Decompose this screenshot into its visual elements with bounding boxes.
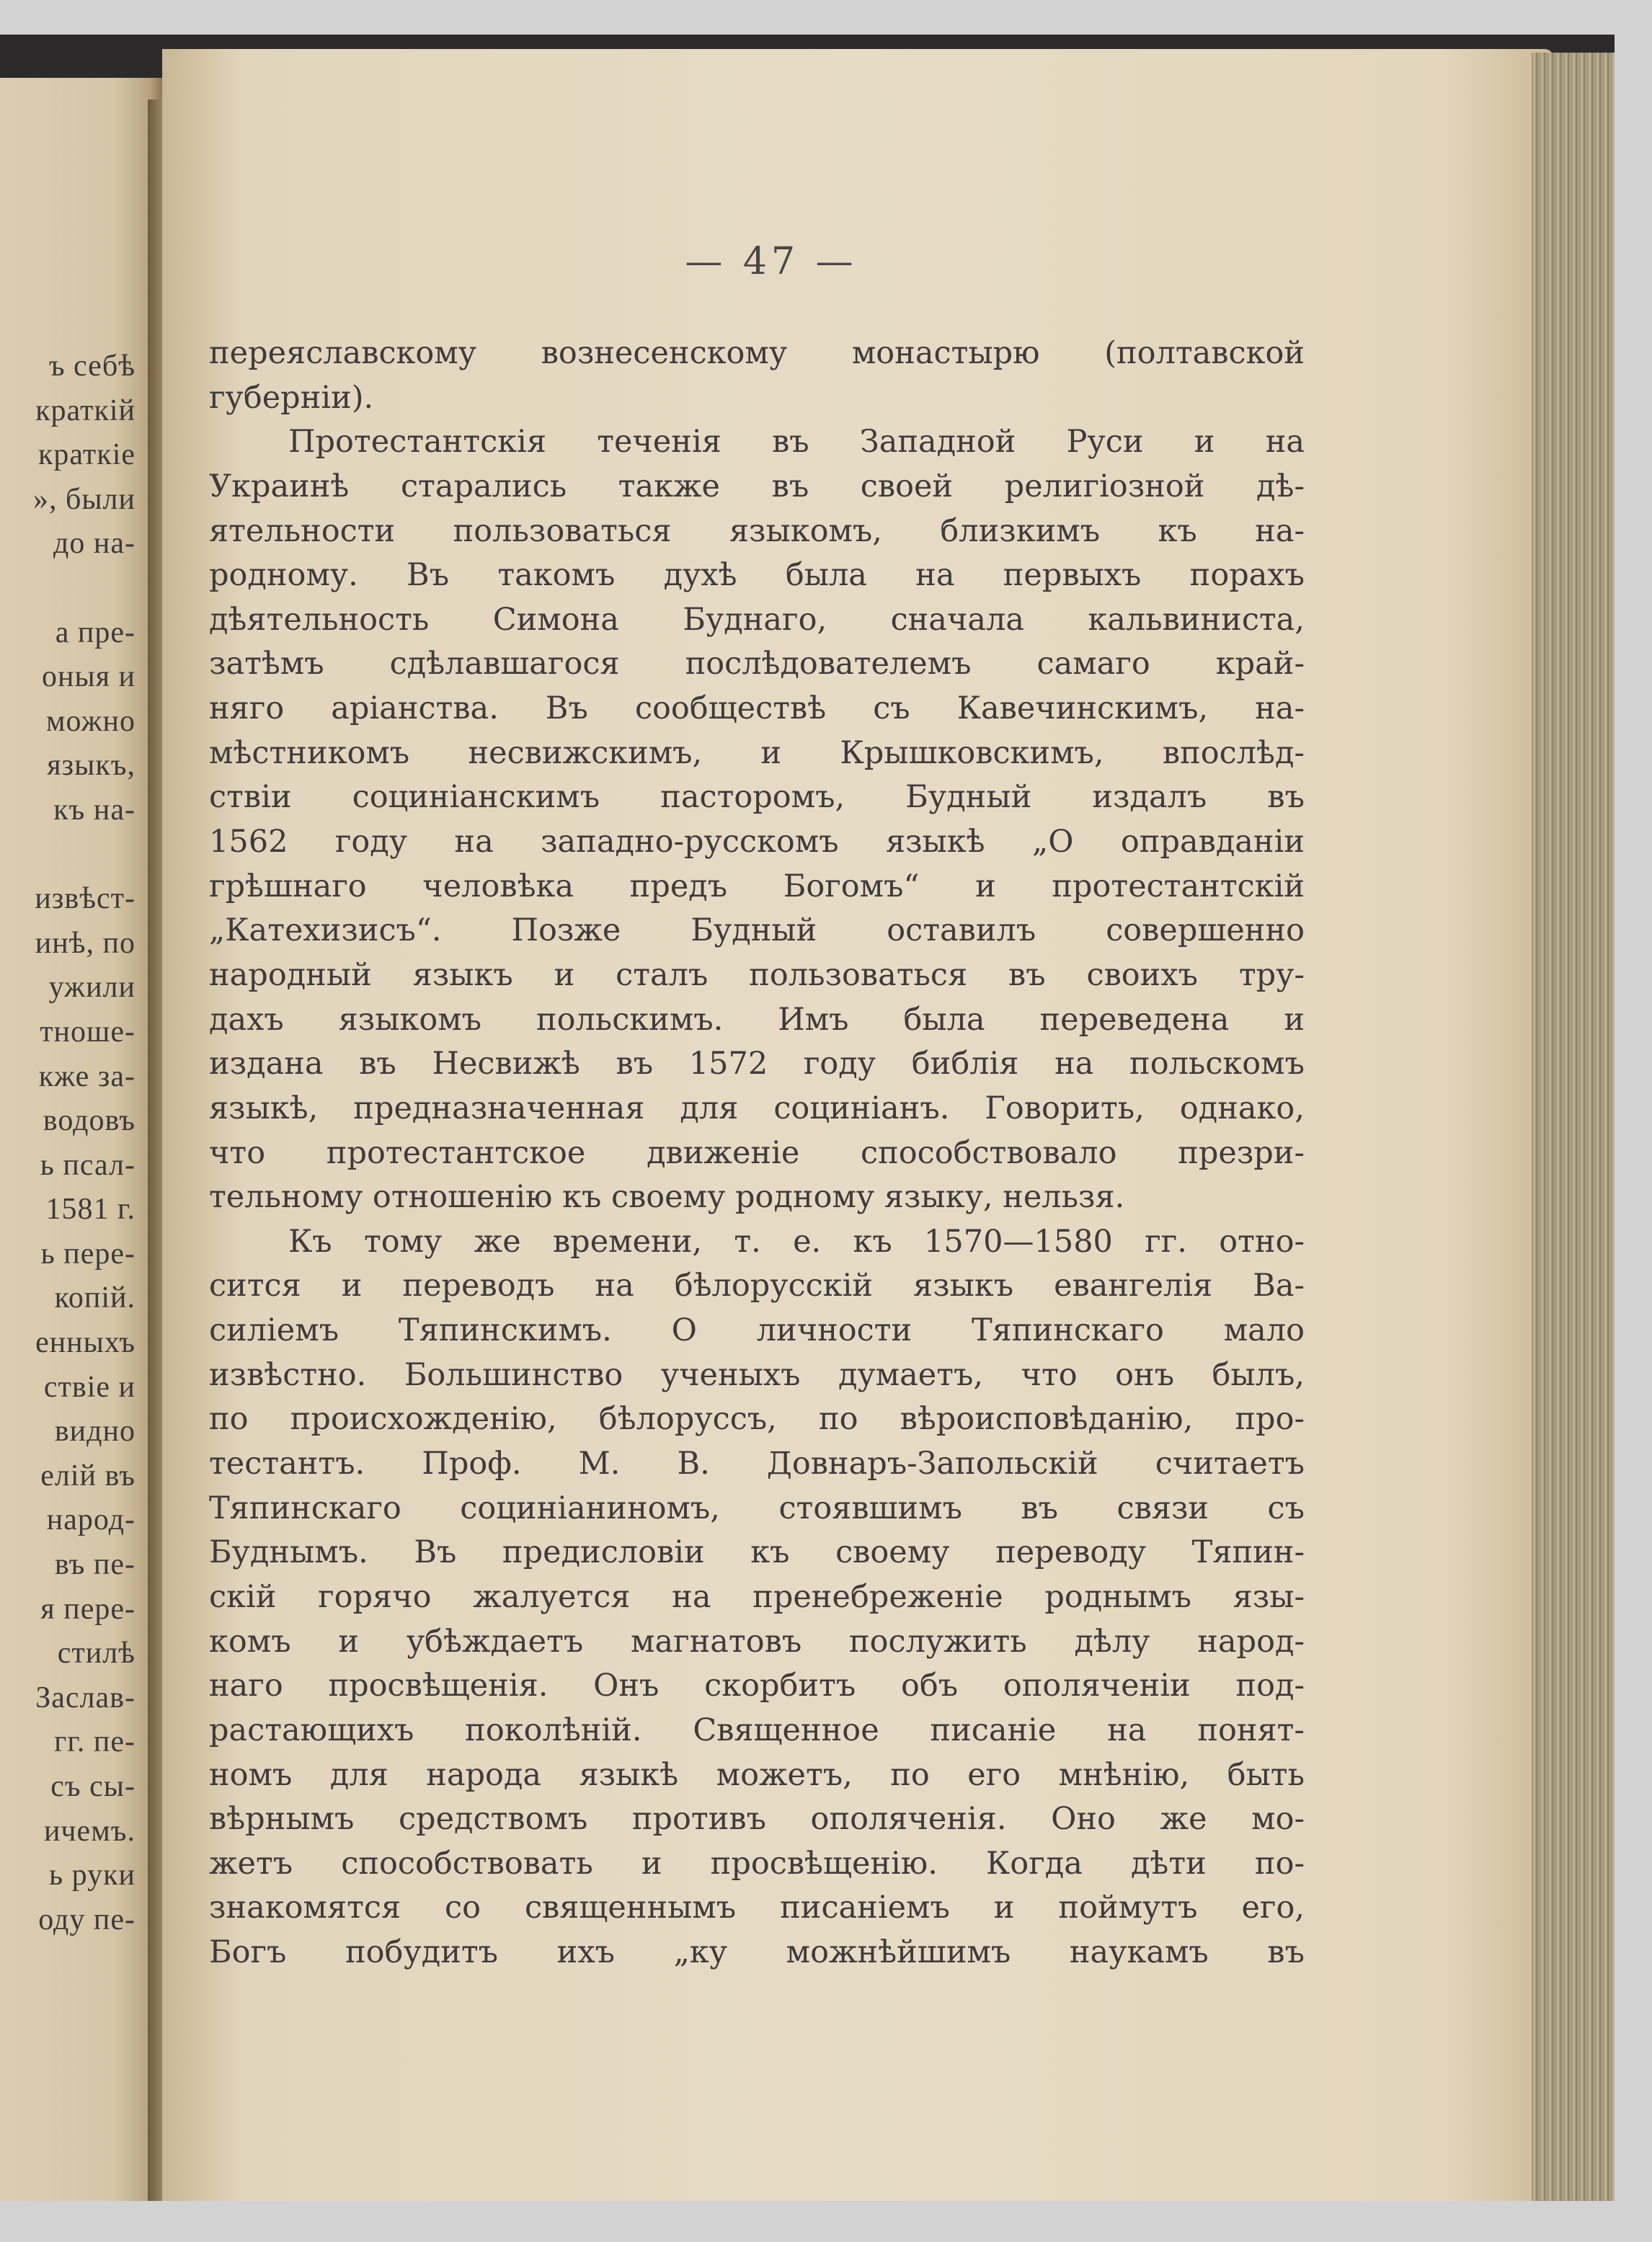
text-line: губерніи). [209,379,374,416]
left-text-line: народ- [46,1503,136,1537]
left-text-line: ичемъ. [43,1814,136,1848]
left-text-line: ь псал- [40,1148,136,1182]
left-text-line: къ на- [53,793,136,827]
text-line: издана въ Несвижѣ въ 1572 году библія на польскомъ [209,1046,1305,1082]
left-text-line: », были [32,482,136,516]
text-line: ятельности пользоваться языкомъ, близкимъ къ на- [209,512,1305,549]
left-text-line: енныхъ [35,1326,136,1360]
text-line: затѣмъ сдѣлавшагося послѣдователемъ самаго край- [209,646,1305,682]
left-text-line: ъ себѣ [48,350,136,383]
left-text-line: копій. [54,1281,136,1315]
left-text-line: водовъ [43,1104,136,1138]
text-line: комъ и убѣждаетъ магнатовъ послужить дѣлу народ- [209,1623,1305,1660]
left-text-line: ужили [48,971,136,1005]
left-text-line: краткіе [37,438,136,472]
text-line: Протестантскія теченія въ Западной Руси и на [288,424,1305,461]
scan-background [0,35,1615,2201]
page-body-text [209,332,1305,1975]
left-text-line [0,566,136,611]
left-text-line: извѣст- [35,882,136,916]
left-text-line: ь пере- [40,1237,136,1271]
text-line: тельному отношенію къ своему родному языку, нельзя. [209,1179,1125,1216]
left-text-line: 1581 г. [45,1193,136,1227]
text-line: Тяпинскаго социніаниномъ, стоявшимъ въ связи съ [209,1490,1305,1526]
text-line: наго просвѣщенія. Онъ скорбитъ объ ополяченіи под- [209,1668,1305,1704]
text-line: ствіи социніанскимъ пасторомъ, Будный издалъ въ [209,779,1305,816]
left-text-line: краткій [35,393,136,427]
left-text-line: до на- [53,527,136,561]
page-number: — 47 — [685,240,858,283]
left-text-line: съ сы- [50,1770,136,1803]
text-line: грѣшнаго человѣка предъ Богомъ“ и протестантскій [209,868,1305,904]
text-line: вѣрнымъ средствомъ противъ ополяченія. Оно же мо- [209,1801,1305,1838]
left-page [0,78,162,2201]
text-line: Богъ побудитъ ихъ „ку можнѣйшимъ наукамъ въ [209,1934,1305,1971]
page-edges [1532,53,1615,2201]
text-line: „Катехизисъ“. Позже Будный оставилъ совершенно [209,912,1305,949]
text-line: сится и переводъ на бѣлорусскій языкъ евангелія Ва- [209,1268,1305,1304]
text-line: народный языкъ и сталъ пользоваться въ своихъ тру- [209,956,1305,993]
left-text-line: языкъ, [47,749,136,783]
left-text-line: а пре- [55,615,136,649]
text-line: скій горячо жалуется на пренебреженіе роднымъ язы- [209,1578,1305,1615]
text-line: номъ для народа языкѣ можетъ, по его мнѣнію, быть [209,1756,1305,1793]
text-line: по происхожденію, бѣлоруссъ, по вѣроисповѣданію, про- [209,1401,1305,1438]
left-text-line: стилѣ [57,1637,136,1671]
left-text-line: оныя и [42,660,136,694]
left-text-line: Заслав- [35,1681,136,1714]
text-line: тестантъ. Проф. М. В. Довнаръ-Запольскій считаетъ [209,1446,1305,1482]
left-text-line: кже за- [38,1059,136,1093]
left-text-line: оду пе- [38,1903,136,1936]
text-line: родному. Въ такомъ духѣ была на первыхъ порахъ [209,557,1305,594]
left-page-text [0,344,136,1942]
text-line: жетъ способствовать и просвѣщенію. Когда дѣти по- [209,1845,1305,1882]
left-text-line: можно [45,704,136,738]
left-text-line: я пере- [40,1592,136,1626]
left-text-line: гг. пе- [54,1725,136,1759]
text-line: что протестантское движеніе способствовало презри- [209,1134,1305,1171]
text-line: дѣятельность Симона Буднаго, сначала кальвиниста, [209,601,1305,638]
left-text-line: тноше- [40,1015,136,1049]
left-text-line: ствіе и [43,1370,136,1404]
text-line: Къ тому же времени, т. е. къ 1570—1580 гг. отно- [288,1223,1305,1260]
text-line: дахъ языкомъ польскимъ. Имъ была переведена и [209,1001,1305,1038]
text-line: растающихъ поколѣній. Священное писаніе на понят- [209,1712,1305,1748]
text-line: мѣстникомъ несвижскимъ, и Крышковскимъ, впослѣд- [209,734,1305,771]
text-line: Буднымъ. Въ предисловіи къ своему переводу Тяпин- [209,1534,1305,1571]
left-text-line: инѣ, по [35,926,136,960]
text-line: 1562 году на западно-русскомъ языкѣ „О оправданіи [209,824,1305,860]
left-text-line: въ пе- [54,1548,136,1582]
text-line: знакомятся со священнымъ писаніемъ и поймутъ его, [209,1890,1305,1926]
text-line: Украинѣ старались также въ своей религіозной дѣ- [209,468,1305,504]
text-line: няго аріанства. Въ сообществѣ съ Кавечинскимъ, на- [209,690,1305,727]
text-line: языкѣ, предназначенная для социніанъ. Говорить, однако, [209,1090,1305,1126]
text-line: переяславскому вознесенскому монастырю (полтавской [209,335,1305,371]
left-text-line: ь руки [49,1859,136,1892]
left-text-line [0,833,136,878]
left-text-line: видно [54,1415,136,1449]
left-text-line: елій въ [40,1459,136,1493]
text-line: извѣстно. Большинство ученыхъ думаетъ, что онъ былъ, [209,1356,1305,1393]
text-line: силіемъ Тяпинскимъ. О личности Тяпинскаго мало [209,1312,1305,1349]
